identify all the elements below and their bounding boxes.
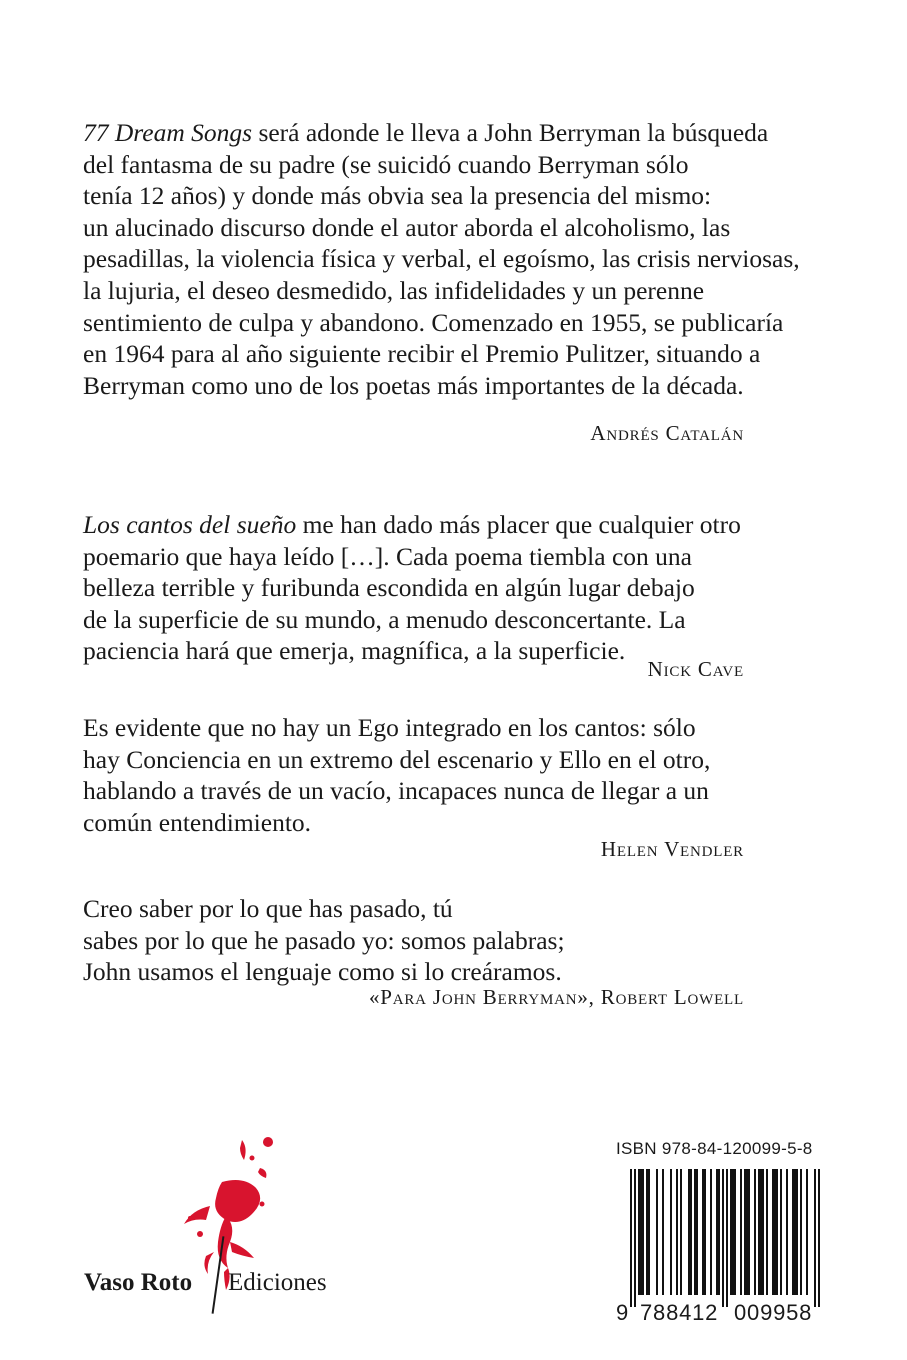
barcode-bar bbox=[734, 1169, 736, 1295]
barcode-bar bbox=[690, 1169, 692, 1295]
barcode-bar bbox=[776, 1169, 778, 1295]
barcode-bar bbox=[744, 1169, 746, 1295]
barcode-bar bbox=[670, 1169, 672, 1295]
barcode-bar bbox=[676, 1169, 678, 1295]
barcode-bar bbox=[774, 1169, 776, 1295]
barcode-bars bbox=[616, 1169, 830, 1309]
barcode-bar bbox=[662, 1169, 664, 1295]
publisher-name-bold: Vaso Roto bbox=[84, 1269, 193, 1296]
publisher-name-light: Ediciones bbox=[228, 1269, 327, 1296]
barcode-bar bbox=[772, 1169, 774, 1295]
barcode-bar bbox=[818, 1169, 820, 1307]
barcode-bar bbox=[634, 1169, 636, 1307]
barcode-bar bbox=[762, 1169, 764, 1295]
barcode-bar bbox=[792, 1169, 794, 1295]
barcode-bar bbox=[794, 1169, 796, 1295]
barcode-bar bbox=[630, 1169, 632, 1307]
barcode-bar bbox=[786, 1169, 788, 1295]
barcode-digit-first: 9 bbox=[616, 1300, 630, 1325]
barcode-bar bbox=[702, 1169, 704, 1295]
barcode-bar bbox=[640, 1169, 642, 1295]
barcode-bar bbox=[722, 1169, 724, 1307]
barcode-bar bbox=[704, 1169, 706, 1295]
barcode-bar bbox=[716, 1169, 718, 1295]
attribution-helen-vendler: Helen Vendler bbox=[600, 837, 744, 861]
barcode-bar bbox=[740, 1169, 742, 1295]
barcode-bar bbox=[688, 1169, 690, 1295]
barcode-bar bbox=[746, 1169, 748, 1295]
barcode-bar bbox=[718, 1169, 720, 1295]
barcode-bar bbox=[758, 1169, 760, 1295]
isbn-barcode-block bbox=[616, 1135, 830, 1345]
isbn-label: ISBN 978-84-120099-5-8 bbox=[616, 1139, 813, 1158]
barcode-bar bbox=[754, 1169, 756, 1295]
barcode-bar bbox=[726, 1169, 728, 1307]
book-title-italic: 77 Dream Songs bbox=[83, 118, 253, 147]
barcode-bar bbox=[648, 1169, 650, 1295]
barcode-bar bbox=[732, 1169, 734, 1295]
barcode-digits-right: 009958 bbox=[734, 1300, 813, 1325]
blurb-text-3: Es evidente que no hay un Ego integrado en los cantos: sólo hay Conciencia en un extremo del escenario y Ello en el otro, hablando a través de un vacío, incapaces nunca de llegar a un común entendimiento. bbox=[83, 713, 711, 837]
barcode-bar bbox=[760, 1169, 762, 1295]
barcode-bar bbox=[730, 1169, 732, 1295]
blurb-paragraph-3 bbox=[83, 712, 745, 838]
attribution-robert-lowell: «Para John Berryman», Robert Lowell bbox=[368, 985, 744, 1009]
barcode-bar bbox=[680, 1169, 682, 1295]
barcode-bar bbox=[694, 1169, 696, 1295]
barcode-bar bbox=[646, 1169, 648, 1295]
barcode-bar bbox=[814, 1169, 816, 1307]
barcode-bar bbox=[780, 1169, 782, 1295]
blurb-text-2: Los cantos del sueño me han dado más placer que cualquier otro poemario que haya leído […]. Cada poema tiembla con una belleza terrible y furibunda escondida en algún lugar debajo de la superficie de su mundo, a menudo desconcertante. La paciencia hará que emerja, magnífica, a la superficie. bbox=[83, 510, 741, 666]
blurb-paragraph-4 bbox=[83, 893, 745, 988]
barcode-bar bbox=[806, 1169, 808, 1295]
barcode-bar bbox=[710, 1169, 712, 1295]
barcode-bar bbox=[696, 1169, 698, 1295]
barcode-bar bbox=[638, 1169, 640, 1295]
attribution-andres-catalan: Andrés Catalán bbox=[590, 421, 744, 445]
barcode-bar bbox=[800, 1169, 802, 1295]
blurb-text-1: 77 Dream Songs será adonde le lleva a John Berryman la búsqueda del fantasma de su padre (se suicidó cuando Berryman sólo tenía 12 años) y donde más obvia sea la presencia del mismo: un alucinado discurso donde el autor aborda el alcoholismo, las pesadillas, la violencia física y verbal, el egoísmo, las crisis nerviosas, la lujuria, el deseo desmedido, las infidelidades y un perenne sentimiento de culpa y abandono. Comenzado en 1955, se publicaría en 1964 para al año siguiente recibir el Premio Pulitzer, situando a Berryman como uno de los poetas más importantes de la década. bbox=[83, 118, 800, 400]
book-title-italic: Los cantos del sueño bbox=[83, 510, 297, 539]
blurb-paragraph-2 bbox=[83, 509, 745, 667]
barcode-bar bbox=[766, 1169, 768, 1295]
blurb-paragraph-1 bbox=[83, 117, 800, 401]
barcode-bar bbox=[748, 1169, 750, 1295]
blurb-text-4: Creo saber por lo que has pasado, tú sabes por lo que he pasado yo: somos palabras; John usamos el lenguaje como si lo creáramos. bbox=[83, 894, 565, 987]
barcode-bar bbox=[642, 1169, 644, 1295]
barcode-bar bbox=[656, 1169, 658, 1295]
barcode-digits-left: 788412 bbox=[640, 1300, 719, 1325]
barcode-bar bbox=[796, 1169, 798, 1295]
attribution-nick-cave: Nick Cave bbox=[647, 657, 744, 681]
